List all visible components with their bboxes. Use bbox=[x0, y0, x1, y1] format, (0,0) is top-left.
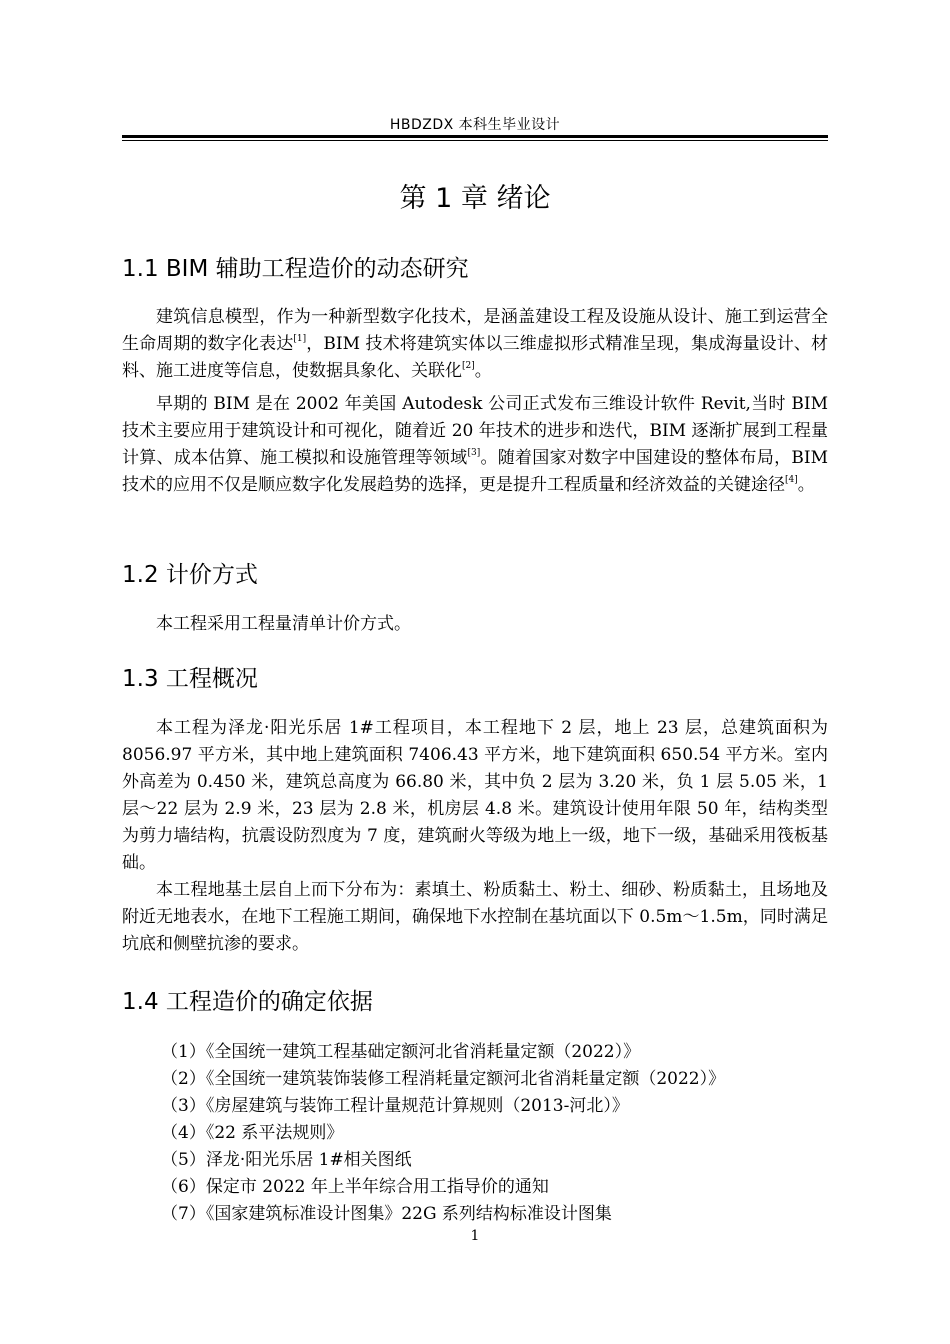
chapter-title: 第 1 章 绪论 bbox=[399, 183, 551, 214]
header-rule-thick bbox=[122, 135, 828, 138]
list-item: （7）《国家建筑标准设计图集》22G 系列结构标准设计图集 bbox=[161, 1204, 612, 1224]
list-item: （2）《全国统一建筑装饰装修工程消耗量定额河北省消耗量定额（2022）》 bbox=[161, 1069, 726, 1089]
section-1-3-paragraph-1: 本工程为泽龙·阳光乐居 1#工程项目，本工程地下 2 层，地上 23 层，总建筑面积为 8056.97 平方米，其中地上建筑面积 7406.43 平方米，地下建筑面积 650.54 平方米。室内外高差为 0.450 米，建筑总高度为 66.80 米，其中负 2 层为 3.20 米，负 1 层 5.05 米，1 层～22 层为 2.9 米，23 层为 2.8 米，机房层 4.8 米。建筑设计使用年限 50 年，结构类型为剪力墙结构，抗震设防烈度为 7 度，建筑耐火等级为地上一级，地下一级，基础采用筏板基础。 bbox=[122, 718, 828, 873]
section-1-2-paragraph: 本工程采用工程量清单计价方式。 bbox=[156, 614, 411, 634]
section-1-3-paragraph-2: 本工程地基土层自上而下分布为：素填土、粉质黏土、粉土、细砂、粉质黏土，且场地及附近无地表水，在地下工程施工期间，确保地下水控制在基坑面以下 0.5m～1.5m，同时满足坑底和侧壁抗渗的要求。 bbox=[122, 880, 828, 954]
list-item: （5）泽龙·阳光乐居 1#相关图纸 bbox=[161, 1150, 412, 1170]
page-number: 1 bbox=[470, 1228, 480, 1244]
list-item: （4）《22 系平法规则》 bbox=[161, 1123, 344, 1143]
section-1-1-heading: 1.1 BIM 辅助工程造价的动态研究 bbox=[122, 256, 469, 282]
page-header: HBDZDX 本科生毕业设计 bbox=[389, 117, 561, 133]
section-1-3-heading: 1.3 工程概况 bbox=[122, 666, 258, 692]
section-1-1-paragraph-1: 建筑信息模型，作为一种新型数字化技术，是涵盖建设工程及设施从设计、施工到运营全生命周期的数字化表达[1]，BIM 技术将建筑实体以三维虚拟形式精准呈现，集成海量设计、材料、施工进度等信息，使数据具象化、关联化[2]。 bbox=[122, 307, 828, 381]
citation: [3] bbox=[467, 448, 481, 458]
list-item: （1）《全国统一建筑工程基础定额河北省消耗量定额（2022）》 bbox=[161, 1042, 641, 1062]
basis-list bbox=[161, 1039, 725, 1228]
header-rule-thin bbox=[122, 140, 828, 141]
section-1-2-heading: 1.2 计价方式 bbox=[122, 562, 258, 588]
list-item: （3）《房屋建筑与装饰工程计量规范计算规则（2013-河北）》 bbox=[161, 1096, 629, 1116]
list-item: （6）保定市 2022 年上半年综合用工指导价的通知 bbox=[161, 1177, 549, 1197]
section-1-1-paragraph-2: 早期的 BIM 是在 2002 年美国 Autodesk 公司正式发布三维设计软件 Revit,当时 BIM 技术主要应用于建筑设计和可视化，随着近 20 年技术的进步和迭代，BIM 逐渐扩展到工程量计算、成本估算、施工模拟和设施管理等领域[3]。随着国家对数字中国建设的整体布局，BIM 技术的应用不仅是顺应数字化发展趋势的选择，更是提升工程质量和经济效益的关键途径[4]。 bbox=[122, 394, 828, 495]
section-1-4-heading: 1.4 工程造价的确定依据 bbox=[122, 989, 373, 1015]
citation: [2] bbox=[462, 361, 475, 371]
citation: [4] bbox=[785, 475, 798, 485]
citation: [1] bbox=[293, 334, 307, 344]
